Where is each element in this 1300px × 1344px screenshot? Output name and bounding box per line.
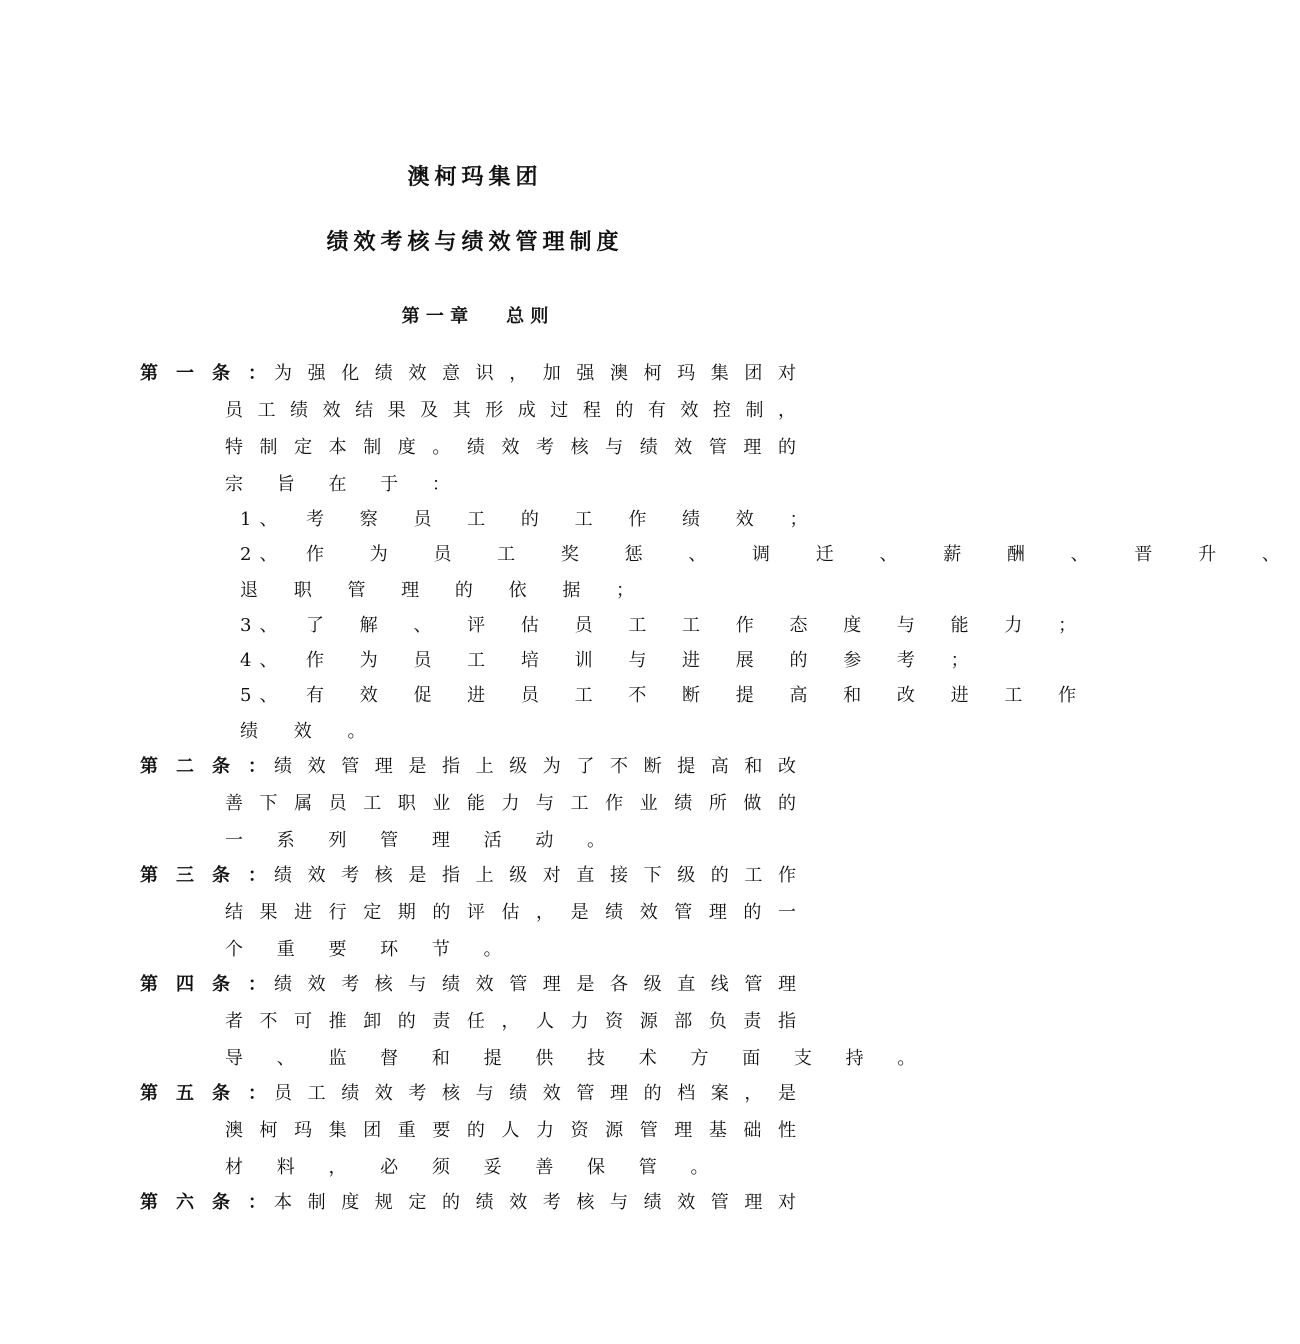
article-4-line-2: 者 不 可 推 卸 的 责 任 ， 人 力 资 源 部 负 责 指: [225, 1011, 796, 1032]
article-5-line-2: 澳 柯 玛 集 团 重 要 的 人 力 资 源 管 理 基 础 性: [225, 1120, 796, 1141]
list-item-4: 4、 作 为 员 工 培 训 与 进 展 的 参 考 ；: [240, 650, 984, 671]
article-4-line-1: 绩 效 考 核 与 绩 效 管 理 是 各 级 直 线 管 理: [274, 974, 796, 995]
article-6-line-1: 本 制 度 规 定 的 绩 效 考 核 与 绩 效 管 理 对: [274, 1192, 796, 1213]
article-1-line-4: 宗 旨 在 于 ：: [225, 474, 464, 495]
article-3-line-3: 个 重 要 环 节 。: [225, 939, 516, 960]
article-3-line-2: 结 果 进 行 定 期 的 评 估 ， 是 绩 效 管 理 的 一: [225, 902, 796, 923]
article-6-label: 第 六 条 ：: [140, 1192, 266, 1213]
article-5-label: 第 五 条 ：: [140, 1083, 266, 1104]
document-title: 绩效考核与绩效管理制度: [326, 230, 624, 255]
chapter-name: 总 则: [506, 306, 549, 327]
article-4-line-3: 导 、 监 督 和 提 供 技 术 方 面 支 持 。: [225, 1048, 930, 1069]
article-3-label: 第 三 条 ：: [140, 865, 266, 886]
article-5-line-1: 员 工 绩 效 考 核 与 绩 效 管 理 的 档 案 ， 是: [274, 1083, 796, 1104]
article-2-line-1: 绩 效 管 理 是 指 上 级 为 了 不 断 提 高 和 改: [274, 756, 796, 777]
article-1-line-2: 员 工 绩 效 结 果 及 其 形 成 过 程 的 有 效 控 制 ，: [225, 400, 796, 421]
list-item-1: 1、 考 察 员 工 的 工 作 绩 效 ；: [240, 509, 823, 530]
list-item-5: 5、 有 效 促 进 员 工 不 断 提 高 和 改 进 工 作: [240, 685, 1092, 706]
article-2-label: 第 二 条 ：: [140, 756, 266, 777]
article-2-line-3: 一 系 列 管 理 活 动 。: [225, 830, 620, 851]
article-5-line-3: 材 料 ， 必 须 妥 善 保 管 。: [225, 1157, 723, 1178]
article-3-line-1: 绩 效 考 核 是 指 上 级 对 直 接 下 级 的 工 作: [274, 865, 796, 886]
article-1-line-1: 为 强 化 绩 效 意 识 ， 加 强 澳 柯 玛 集 团 对: [274, 363, 796, 384]
list-item-5-continued: 绩 效 。: [240, 721, 381, 742]
list-item-3: 3、 了 解 、 评 估 员 工 工 作 态 度 与 能 力 ；: [240, 615, 1092, 636]
article-1-line-3: 特 制 定 本 制 度 。 绩 效 考 核 与 绩 效 管 理 的: [225, 437, 796, 458]
article-4-label: 第 四 条 ：: [140, 974, 266, 995]
chapter-number: 第 一 章: [401, 306, 469, 327]
company-name: 澳柯玛集团: [407, 165, 543, 190]
article-2-line-2: 善 下 属 员 工 职 业 能 力 与 工 作 业 绩 所 做 的: [225, 793, 796, 814]
list-item-2: 2、 作 为 员 工 奖 惩 、 调 迁 、 薪 酬 、 晋 升 、: [240, 544, 1300, 565]
chapter-heading: [0, 302, 950, 328]
article-1-label: 第 一 条 ：: [140, 363, 266, 384]
list-item-2-continued: 退 职 管 理 的 依 据 ；: [240, 580, 650, 601]
